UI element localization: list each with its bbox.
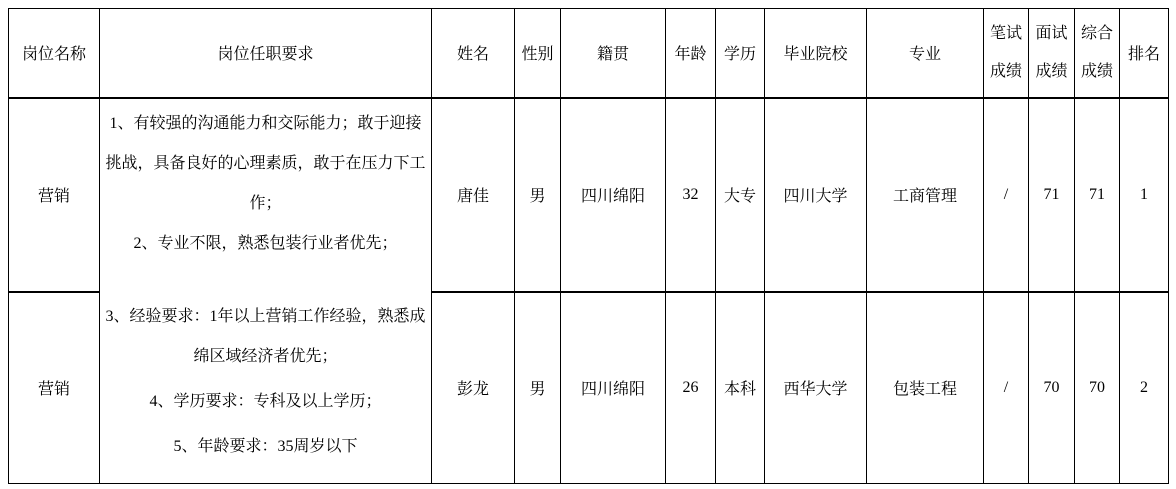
recruitment-results-table xyxy=(8,8,1169,484)
cell-rank: 1 xyxy=(1120,98,1169,293)
cell-overall-score: 71 xyxy=(1075,98,1120,293)
cell-hometown: 四川绵阳 xyxy=(561,292,666,483)
requirement-item: 2、专业不限，熟悉包装行业者优先； xyxy=(133,234,398,252)
header-overall-score-line1: 综合 xyxy=(1080,24,1113,42)
requirement-item: 4、学历要求：专科及以上学历； xyxy=(149,392,382,410)
header-written-score-line1: 笔试 xyxy=(989,24,1022,42)
header-interview-score xyxy=(1029,9,1075,98)
cell-gender: 男 xyxy=(515,292,561,483)
cell-gender: 男 xyxy=(515,98,561,293)
requirements-lower-block xyxy=(100,293,431,483)
cell-requirements xyxy=(100,98,432,484)
requirements-upper-block xyxy=(100,99,431,293)
header-overall-score-line2: 成绩 xyxy=(1080,62,1113,80)
cell-major: 包装工程 xyxy=(867,292,984,483)
requirement-item: 5、年龄要求：35周岁以下 xyxy=(173,437,358,455)
cell-overall-score: 70 xyxy=(1075,292,1120,483)
cell-age: 32 xyxy=(666,98,716,293)
header-name: 姓名 xyxy=(432,9,515,98)
header-position: 岗位名称 xyxy=(9,9,100,98)
header-gender: 性别 xyxy=(515,9,561,98)
cell-major: 工商管理 xyxy=(867,98,984,293)
header-interview-score-line1: 面试 xyxy=(1035,24,1068,42)
header-education: 学历 xyxy=(716,9,765,98)
cell-education: 本科 xyxy=(716,292,765,483)
header-major: 专业 xyxy=(867,9,984,98)
header-interview-score-line2: 成绩 xyxy=(1035,62,1068,80)
header-overall-score xyxy=(1075,9,1120,98)
cell-written-score: / xyxy=(984,292,1029,483)
cell-interview-score: 71 xyxy=(1029,98,1075,293)
header-age: 年龄 xyxy=(666,9,716,98)
cell-position: 营销 xyxy=(9,98,100,293)
cell-rank: 2 xyxy=(1120,292,1169,483)
cell-age: 26 xyxy=(666,292,716,483)
requirement-item: 3、经验要求：1年以上营销工作经验，熟悉成绵区域经济者优先； xyxy=(105,307,426,365)
header-hometown: 籍贯 xyxy=(561,9,666,98)
header-school: 毕业院校 xyxy=(765,9,867,98)
header-rank: 排名 xyxy=(1120,9,1169,98)
cell-school: 西华大学 xyxy=(765,292,867,483)
cell-interview-score: 70 xyxy=(1029,292,1075,483)
cell-written-score: / xyxy=(984,98,1029,293)
header-written-score xyxy=(984,9,1029,98)
header-row xyxy=(9,9,1169,98)
cell-hometown: 四川绵阳 xyxy=(561,98,666,293)
requirement-item: 1、有较强的沟通能力和交际能力；敢于迎接挑战，具备良好的心理素质，敢于在压力下工作； xyxy=(105,114,426,212)
cell-school: 四川大学 xyxy=(765,98,867,293)
cell-education: 大专 xyxy=(716,98,765,293)
header-requirements: 岗位任职要求 xyxy=(100,9,432,98)
cell-position: 营销 xyxy=(9,292,100,483)
table-row xyxy=(9,98,1169,293)
cell-name: 彭龙 xyxy=(432,292,515,483)
header-written-score-line2: 成绩 xyxy=(989,62,1022,80)
cell-name: 唐佳 xyxy=(432,98,515,293)
